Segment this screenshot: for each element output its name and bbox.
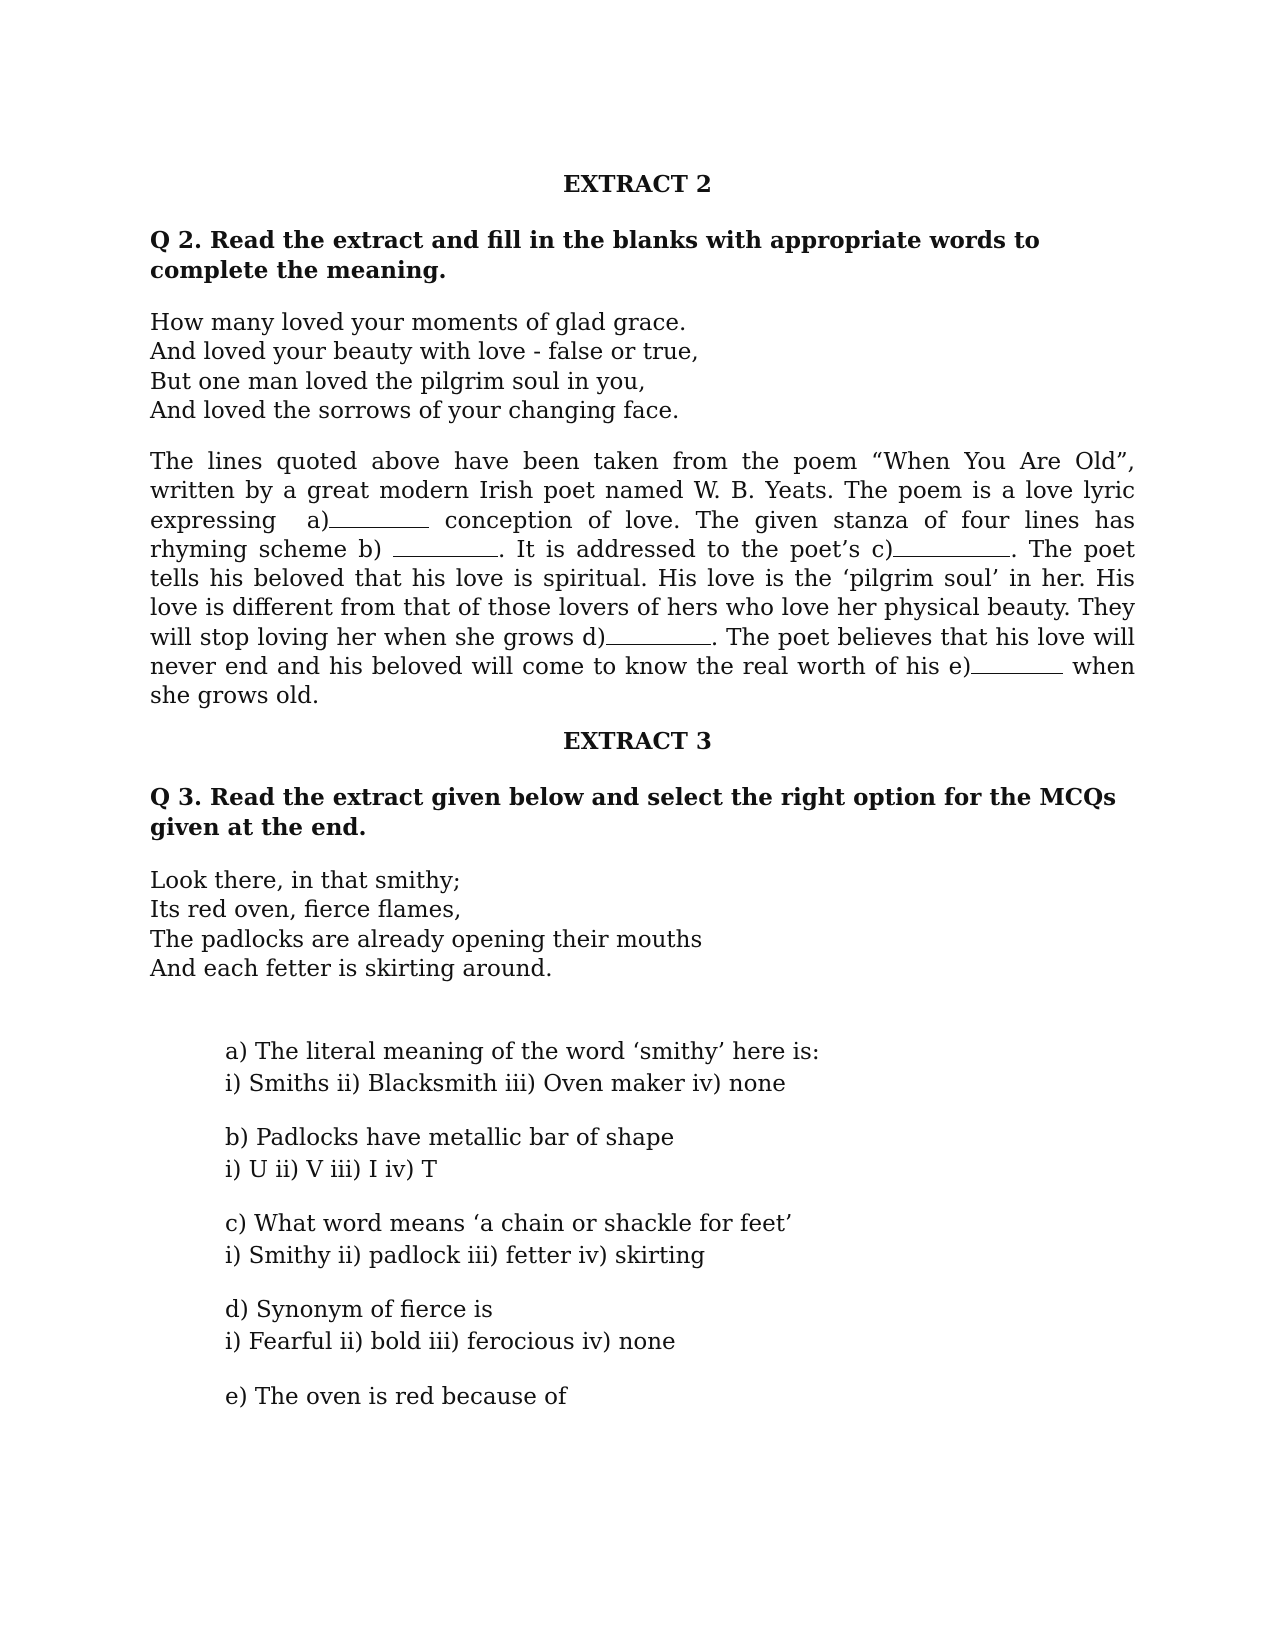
blank-c[interactable] — [893, 538, 1010, 557]
extract-2-heading: EXTRACT 2 — [563, 171, 712, 198]
poem-line: Look there, in that smithy; — [150, 868, 461, 894]
mcq-item-a — [225, 1036, 1125, 1100]
mcq-question: d) Synonym of fierce is — [225, 1297, 493, 1323]
extract-2-poem — [150, 309, 1150, 426]
mcq-item-b — [225, 1122, 1125, 1186]
paragraph-text: when she grows old. — [150, 654, 1136, 710]
mcq-options: i) Fearful ii) bold iii) ferocious iv) none — [225, 1329, 676, 1355]
poem-line: The padlocks are already opening their mouths — [150, 926, 703, 953]
extract-3-heading: EXTRACT 3 — [563, 728, 712, 755]
question-3-instruction: Q 3. Read the extract given below and select the right option for the MCQs given at the end. — [150, 784, 1117, 841]
poem-line: And loved your beauty with love - false or true, — [150, 339, 699, 366]
blank-a[interactable] — [329, 509, 429, 528]
poem-line: And each fetter is skirting around. — [150, 955, 553, 982]
mcq-question: e) The oven is red because of — [225, 1384, 567, 1410]
mcq-options: i) Smiths ii) Blacksmith iii) Oven maker iv) none — [225, 1071, 786, 1097]
blank-a-label: a) — [306, 507, 330, 534]
fill-in-blanks-paragraph — [150, 448, 1135, 712]
mcq-options: i) U ii) V iii) I iv) T — [225, 1157, 437, 1183]
paragraph-text: The lines quoted above have been taken from the poem “When You Are Old”, written by a great modern Irish poet named W. B. Yeats. The poem is a love lyric expressing — [150, 449, 1135, 534]
paragraph-text: . The poet believes that his love will never end and his beloved will come to know the real worth of his e) — [150, 624, 1135, 681]
mcq-item-c — [225, 1208, 1125, 1272]
mcq-item-d — [225, 1294, 1125, 1358]
paragraph-text: conception of love. The given stanza of four lines has rhyming scheme b) — [150, 507, 1136, 563]
mcq-question: b) Padlocks have metallic bar of shape — [225, 1125, 675, 1151]
poem-line: But one man loved the pilgrim soul in you, — [150, 368, 646, 395]
mcq-question: a) The literal meaning of the word ‘smithy’ here is: — [225, 1039, 820, 1065]
mcq-item-e — [225, 1381, 1125, 1413]
poem-line: How many loved your moments of glad grace. — [150, 310, 687, 336]
paragraph-text: . It is addressed to the poet’s c) — [498, 536, 894, 563]
mcq-question: c) What word means ‘a chain or shackle for feet’ — [225, 1211, 793, 1237]
blank-d[interactable] — [606, 626, 711, 645]
paragraph-text: . The poet tells his beloved that his love is spiritual. His love is the ‘pilgrim soul’ in her. His love is different from that of those lovers of hers who love her physical beauty. They will stop loving her when she grows d) — [150, 536, 1135, 651]
poem-line: Its red oven, fierce flames, — [150, 897, 462, 924]
poem-line: And loved the sorrows of your changing face. — [150, 397, 680, 424]
mcq-options: i) Smithy ii) padlock iii) fetter iv) skirting — [225, 1243, 706, 1269]
question-2-instruction: Q 2. Read the extract and fill in the blanks with appropriate words to complete the meaning. — [150, 227, 1040, 284]
blank-b[interactable] — [393, 538, 498, 557]
extract-3-poem — [150, 867, 1150, 984]
blank-e[interactable] — [971, 655, 1063, 674]
